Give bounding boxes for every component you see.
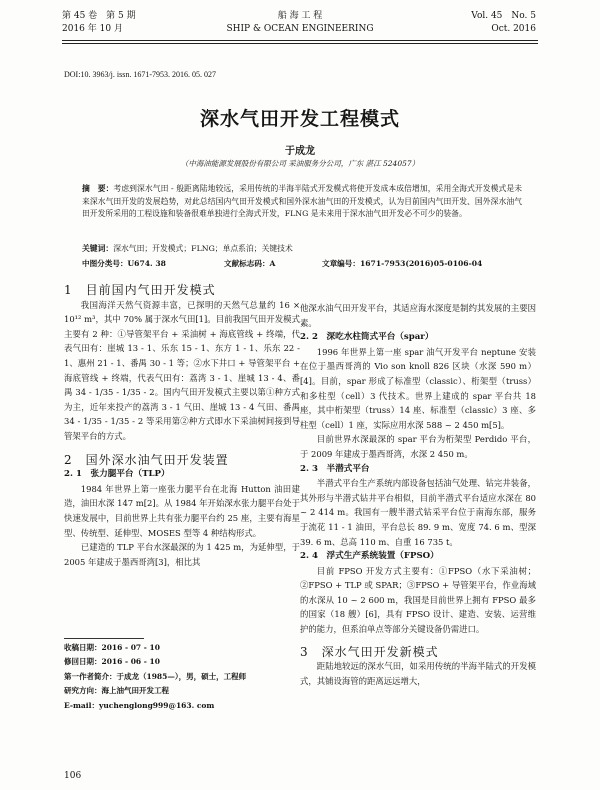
- footnote: [64, 641, 300, 713]
- journal-issue-en: [471, 10, 536, 36]
- keywords-text: 深水气田；开发模式；FLNG；单点系泊；关键技术: [113, 244, 293, 253]
- section-3-paragraph: 距陆地较远的深水气田，如采用传统的半海半陆式的开发模式，其铺设海管的距离远远增大，: [300, 661, 536, 686]
- section-2-1-paragraph-2: 已建造的 TLP 平台水深最深的为 1 425 m，为延伸型，于 2005 年建成于墨西哥湾[3]，相比其: [64, 542, 300, 567]
- section-2-2-paragraph-1: 1996 年世界上第一座 spar 油气开发平台 neptune 安装在位于墨西哥湾的 Vio son knoll 826 区块（水深 590 m）[4]。目前，spar 形成了标准型（classic）、桁架型（truss）和多柱型（cell）3 代技术。世界上建成的 spar 平台共 18 座，其中桁架型（truss）14 座、标准型（classic）3 座、多柱型（cell）1 座，实际应用水深 588 ~ 2 450 m[5]。: [300, 346, 536, 430]
- author-bio: 第一作者简介：于成龙（1985—），男，硕士，工程师: [64, 671, 247, 681]
- section-2-1-paragraph-1: 1984 年世界上第一座张力腿平台在北海 Hutton 油田建造，油田水深 147 m[2]。从 1984 年开始深水张力腿平台处于快速发展中，目前世界上共有张力腿平台约 25 座，主要有海星型、传统型、延伸型、MOSES 型等 4 种结构形式。: [64, 483, 300, 538]
- article-number: 文章编号：1671-7953(2016)05-0106-04: [322, 259, 483, 268]
- section-2-1-title: 2. 1 张力腿平台（TLP）: [64, 469, 170, 480]
- section-1-title: 1 目前国内气田开发模式: [64, 283, 216, 297]
- right-column: [300, 301, 536, 688]
- section-1-paragraph: 我国海洋天然气资源丰富，已探明的天然气总量约 16 × 10¹² m³，其中 70% 属于深水气田[1]。目前我国气田开发模式主要有 2 种：①导管架平台 + 采油树 + 海底管线 + 终端，代表气田有：崖城 13 - 1、乐东 15 - 1、东方 1 - 1、乐东 22 - 1、惠州 21 - 1、番禺 30 - 1 等；②水下井口 + 导管架平台 + 海底管线 + 终端，代表气田有：荔湾 3 - 1、崖城 13 - 4、番禺 34 - 1/35 - 1/35 - 2。国内气田开发模式主要以第①种方式为主，近年来投产的荔湾 3 - 1 气田、崖城 13 - 4 气田、番禺 34 - 1/35 - 1/35 - 2 等采用第②种方式即水下采油树间接到导管架平台的方式。: [64, 299, 300, 441]
- author-email: E-mail：yuchenglong999@163. com: [64, 700, 215, 710]
- abstract-label: 摘 要：: [82, 184, 114, 193]
- section-2-3-paragraph: 半潜式平台生产系统内部设备包括油气处理、钻完井装备，其外形与半潜式钻井平台相似，目前半潜式平台适应水深在 80 ~ 2 414 m。我国有一艘半潜式钻采平台位于南海东部，服务于流花 11 - 1 油田，平台总长 89. 9 m、宽度 74. 6 m、型深 39. 6 m、总高 110 m、自重 16 735 t。: [300, 478, 536, 547]
- keywords-label: 关键词：: [82, 244, 114, 253]
- author: 于成龙: [285, 146, 315, 157]
- section-2-4-paragraph: 目前 FPSO 开发方式主要有：①FPSO（水下采油树；②FPSO + TLP 或 SPAR；③FPSO + 导管架平台，作业海域的水深从 10 ~ 2 600 m，我国是目前世界上拥有 FPSO 最多的国家（18 艘）[6]，具有 FPSO 设计、建造、安装、运营维护的能力，但系泊单点等部分关键设备仍需进口。: [300, 565, 536, 635]
- date-en: Oct. 2016: [491, 24, 536, 34]
- section-2-2-paragraph-2: 目前世界水深最深的 spar 平台为桁架型 Perdido 平台，于 2009 年建成于墨西哥湾，水深 2 450 m。: [300, 434, 536, 459]
- section-3-title: 3 深水气田开发新模式: [300, 644, 439, 659]
- research-direction: 研究方向：海上油气田开发工程: [64, 686, 169, 696]
- volume-en: Vol. 45 No. 5: [471, 11, 536, 21]
- date-cn: 2016 年 10 月: [62, 24, 123, 34]
- continued-paragraph: 他深水油气田开发平台，其适应海水深度是制约其发展的主要因素。: [300, 303, 536, 328]
- page-number: 106: [64, 771, 82, 781]
- revised-date: 修回日期：2016 - 06 - 10: [64, 657, 160, 667]
- section-2-title: 2 国外深水油气田开发装置: [64, 452, 229, 467]
- section-2-4-title: 2. 4 浮式生产系统装置（FPSO）: [300, 551, 439, 562]
- classification-line: [82, 258, 532, 269]
- footnote-rule: [64, 638, 144, 639]
- volume-cn: 第 45 卷 第 5 期: [62, 11, 136, 21]
- header-rule-thick: [62, 40, 538, 41]
- left-column: [64, 283, 300, 569]
- header-rule-thin: [62, 43, 538, 44]
- clc-number: 中图分类号：U674. 38: [82, 259, 166, 268]
- document-code: 文献标志码：A: [224, 259, 276, 268]
- article-title: 深水气田开发工程模式: [199, 108, 400, 130]
- abstract-text: 考虑到深水气田 - 般距离陆地较远，采用传统的半海半陆式开发模式将使开发成本成倍增加，采用全海式开发模式是未来深水气田开发的发展趋势，对此总结国内气田开发模式和国外深水油气田的开发模式，认为目前国内气田开发、国外深水油气田开发所采用的工程设施和装备很难单独进行全海式开发，FLNG 是未来用于深水油气田开发必不可少的装备。: [82, 184, 523, 218]
- journal-name-cn: 船 海 工 程: [277, 11, 323, 21]
- affiliation: （中海油能源发展股份有限公司 采油服务分公司，广东 湛江 524057）: [180, 159, 420, 168]
- abstract: [82, 183, 522, 221]
- keywords: [82, 243, 293, 254]
- section-2-2-title: 2. 2 深吃水柱筒式平台（spar）: [300, 332, 434, 343]
- section-2-3-title: 2. 3 半潜式平台: [300, 463, 370, 474]
- received-date: 收稿日期：2016 - 07 - 10: [64, 643, 160, 652]
- journal-name-en: SHIP & OCEAN ENGINEERING: [226, 24, 374, 34]
- doi: DOI:10. 3963/j. issn. 1671-7953. 2016. 05. 027: [64, 70, 216, 79]
